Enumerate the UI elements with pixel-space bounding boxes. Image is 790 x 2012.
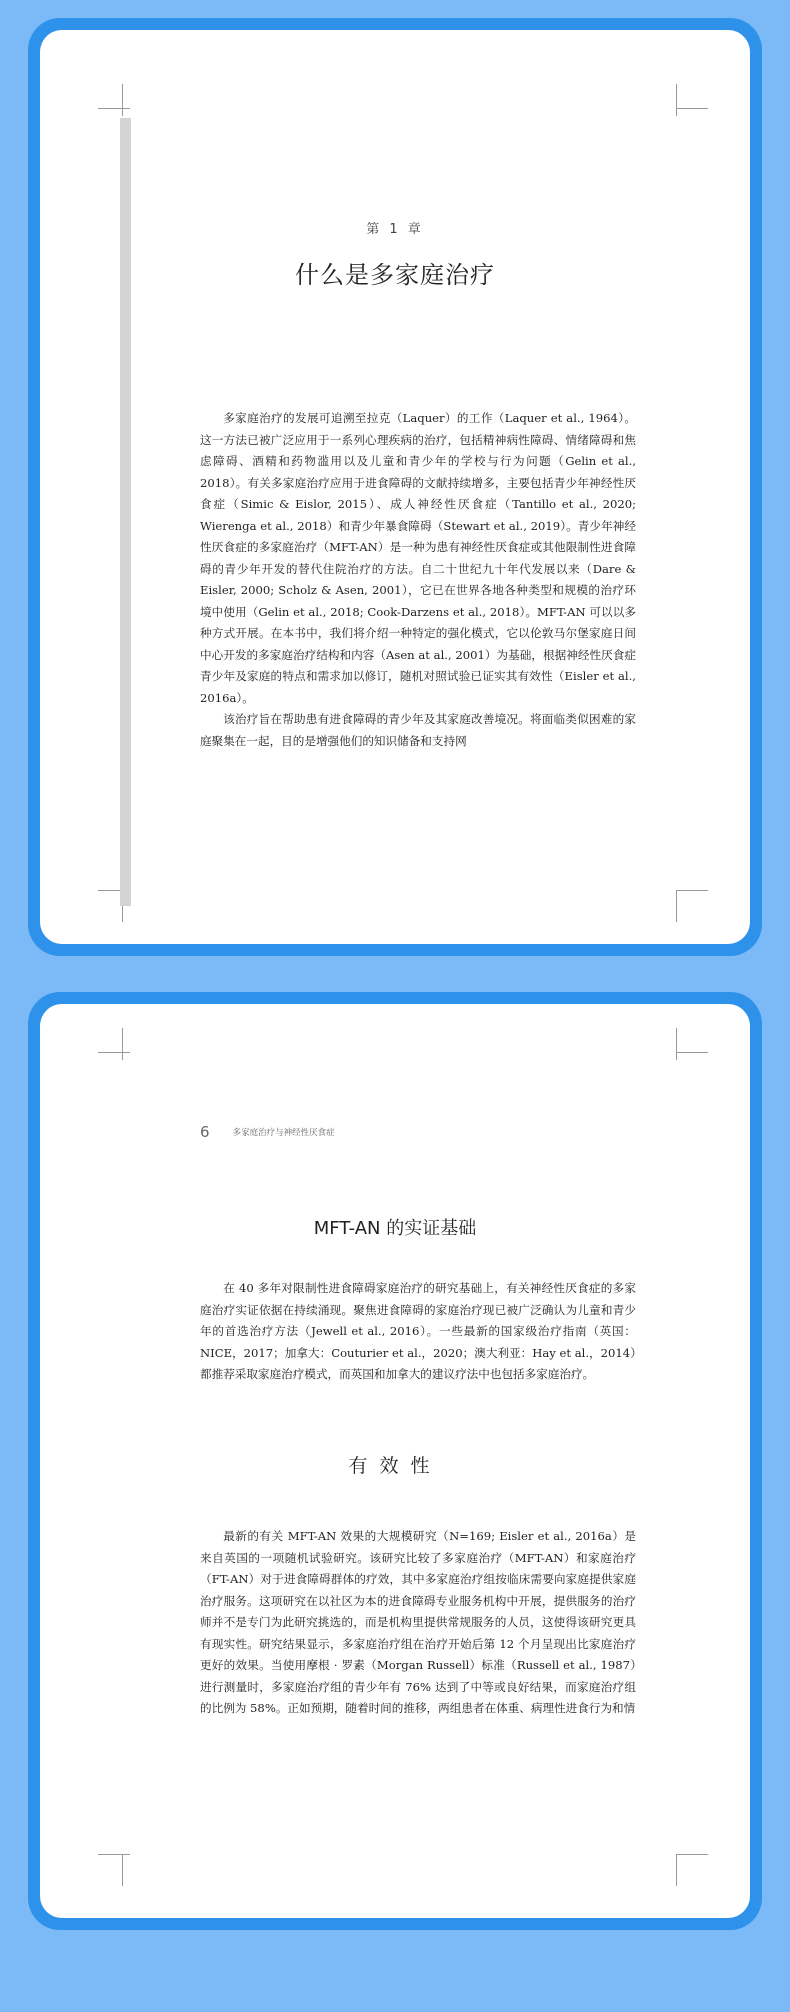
section-title: MFT-AN 的实证基础 bbox=[313, 1218, 477, 1239]
crop-mark-top-right bbox=[668, 84, 708, 124]
running-title: 多家庭治疗与神经性厌食症 bbox=[232, 1128, 335, 1138]
paragraph: 在 40 多年对限制性进食障碍家庭治疗的研究基础上，有关神经性厌食症的多家庭治疗实证依据在持续涌现。聚焦进食障碍的家庭治疗现已被广泛确认为儿童和青少年的首选治疗方法（Jewell et al., 2016）。一些最新的国家级治疗指南（英国：NICE，2017；加拿大：Couturier et al.，2020；澳大利亚：Hay et al.，2014）都推荐采取家庭治疗模式，而英国和加拿大的建议疗法中也包括多家庭治疗。 bbox=[200, 1281, 636, 1381]
subsection-body bbox=[200, 1526, 636, 1720]
crop-mark-bottom-left bbox=[98, 882, 138, 922]
paragraph: 该治疗旨在帮助患有进食障碍的青少年及其家庭改善境况。将面临类似困难的家庭聚集在一起，目的是增强他们的知识储备和支持网 bbox=[200, 712, 636, 748]
crop-mark-top-left bbox=[98, 84, 138, 124]
crop-mark-top-right bbox=[668, 1028, 708, 1068]
chapter-title: 什么是多家庭治疗 bbox=[295, 261, 495, 289]
page-card-1 bbox=[28, 18, 762, 956]
chapter-number: 第 1 章 bbox=[366, 222, 424, 237]
running-header bbox=[200, 1122, 335, 1141]
chapter-body bbox=[200, 408, 636, 752]
page-number: 6 bbox=[200, 1123, 210, 1141]
section-body bbox=[200, 1278, 636, 1386]
crop-mark-bottom-left bbox=[98, 1846, 138, 1886]
paragraph: 最新的有关 MFT-AN 效果的大规模研究（N=169; Eisler et al., 2016a）是来自英国的一项随机试验研究。该研究比较了多家庭治疗（MFT-AN）和家庭治疗（FT-AN）对于进食障碍群体的疗效，其中多家庭治疗组按临床需要向家庭提供家庭治疗服务。这项研究在以社区为本的进食障碍专业服务机构中开展，提供服务的治疗师并不是专门为此研究挑选的，而是机构里提供常规服务的人员，这使得该研究更具有现实性。研究结果显示，多家庭治疗组在治疗开始后第 12 个月呈现出比家庭治疗更好的效果。当使用摩根 · 罗素（Morgan Russell）标准（Russell et al., 1987）进行测量时，多家庭治疗组的青少年有 76% 达到了中等或良好结果，而家庭治疗组的比例为 58%。正如预期，随着时间的推移，两组患者在体重、病理性进食行为和情 bbox=[200, 1529, 636, 1715]
paragraph: 多家庭治疗的发展可追溯至拉克（Laquer）的工作（Laquer et al., 1964）。这一方法已被广泛应用于一系列心理疾病的治疗，包括精神病性障碍、情绪障碍和焦虑障碍、酒精和药物滥用以及儿童和青少年的学校与行为问题（Gelin et al., 2018）。有关多家庭治疗应用于进食障碍的文献持续增多，主要包括青少年神经性厌食症（Simic & Eislor, 2015）、成人神经性厌食症（Tantillo et al., 2020; Wierenga et al., 2018）和青少年暴食障碍（Stewart et al., 2019）。青少年神经性厌食症的多家庭治疗（MFT-AN）是一种为患有神经性厌食症或其他限制性进食障碍的青少年开发的替代住院治疗的方法。自二十世纪九十年代发展以来（Dare & Eisler, 2000; Scholz & Asen, 2001），它已在世界各地各种类型和规模的治疗环境中使用（Gelin et al., 2018; Cook-Darzens et al., 2018）。MFT-AN 可以以多种方式开展。在本书中，我们将介绍一种特定的强化模式，它以伦敦马尔堡家庭日间中心开发的多家庭治疗结构和内容（Asen at al., 2001）为基础，根据神经性厌食症青少年及家庭的特点和需求加以修订，随机对照试验已证实其有效性（Eisler et al., 2016a）。 bbox=[200, 411, 636, 705]
subsection-title: 有效性 bbox=[348, 1455, 442, 1477]
book-page-1 bbox=[40, 30, 750, 944]
page-card-2 bbox=[28, 992, 762, 1930]
book-page-2 bbox=[40, 1004, 750, 1918]
crop-mark-top-left bbox=[98, 1028, 138, 1068]
crop-mark-bottom-right bbox=[668, 882, 708, 922]
crop-mark-bottom-right bbox=[668, 1846, 708, 1886]
